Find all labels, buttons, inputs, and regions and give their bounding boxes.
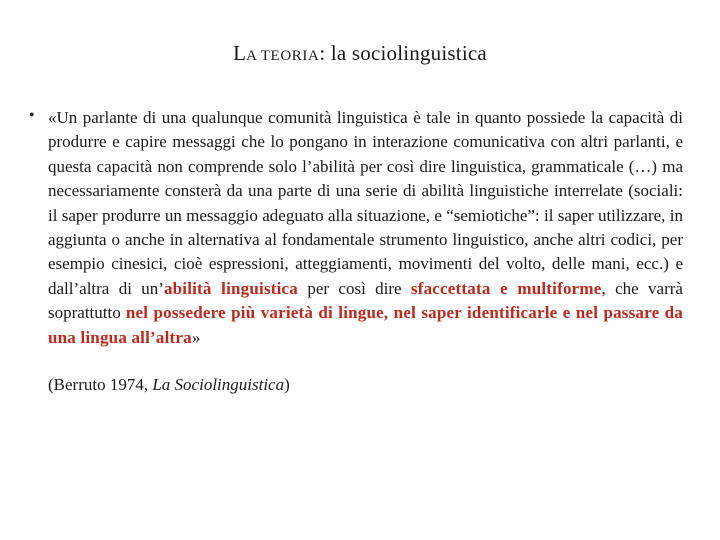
quote-text-mid-1: per così dire [298, 278, 411, 298]
quote-paragraph [48, 106, 683, 350]
quote-highlight-abilita: abilità linguistica [163, 278, 298, 298]
quote-highlight-sfaccettata: sfaccettata e multiforme [410, 278, 602, 298]
citation-prefix: (Berruto 1974, [48, 375, 153, 394]
quote-highlight-varieta: nel possedere più varietà di lingue, nel saper identificarle e nel passare da una lingua all’altra [48, 303, 683, 347]
slide-title [0, 40, 720, 69]
title-rest: : la sociolinguistica [319, 41, 487, 65]
title-lead-small: A TEORIA [246, 48, 320, 64]
title-lead-cap: L [233, 41, 247, 65]
citation-work: La Sociolinguistica [152, 375, 285, 394]
citation [48, 373, 290, 397]
citation-suffix: ) [284, 375, 290, 394]
quote-text-close: » [191, 327, 201, 347]
quote-text-mid-2: , che varrà soprattutto [48, 278, 683, 323]
bullet-icon: • [29, 107, 35, 124]
quote-text-open: «Un parlante di una qualunque comunità linguistica è tale in quanto possiede la capacità di produrre e capire messaggi che lo pongano in interazione comunicativa con altri parlanti, e questa capacità non comprende solo l’abilità per così dire linguistica, grammaticale (…) ma necessariamente consterà da una parte di una serie di abilità linguistiche interrelate (sociali: il saper produrre un messaggio adeguato alla situazione, e “semiotiche”: il saper utilizzare, in aggiunta o anche in alternativa al fondamentale strumento linguistico, anche altri codici, per esempio cinesici, cioè espressioni, atteggiamenti, movimenti del volto, delle mani, ecc.) e dall’altra di un’ [48, 108, 683, 298]
